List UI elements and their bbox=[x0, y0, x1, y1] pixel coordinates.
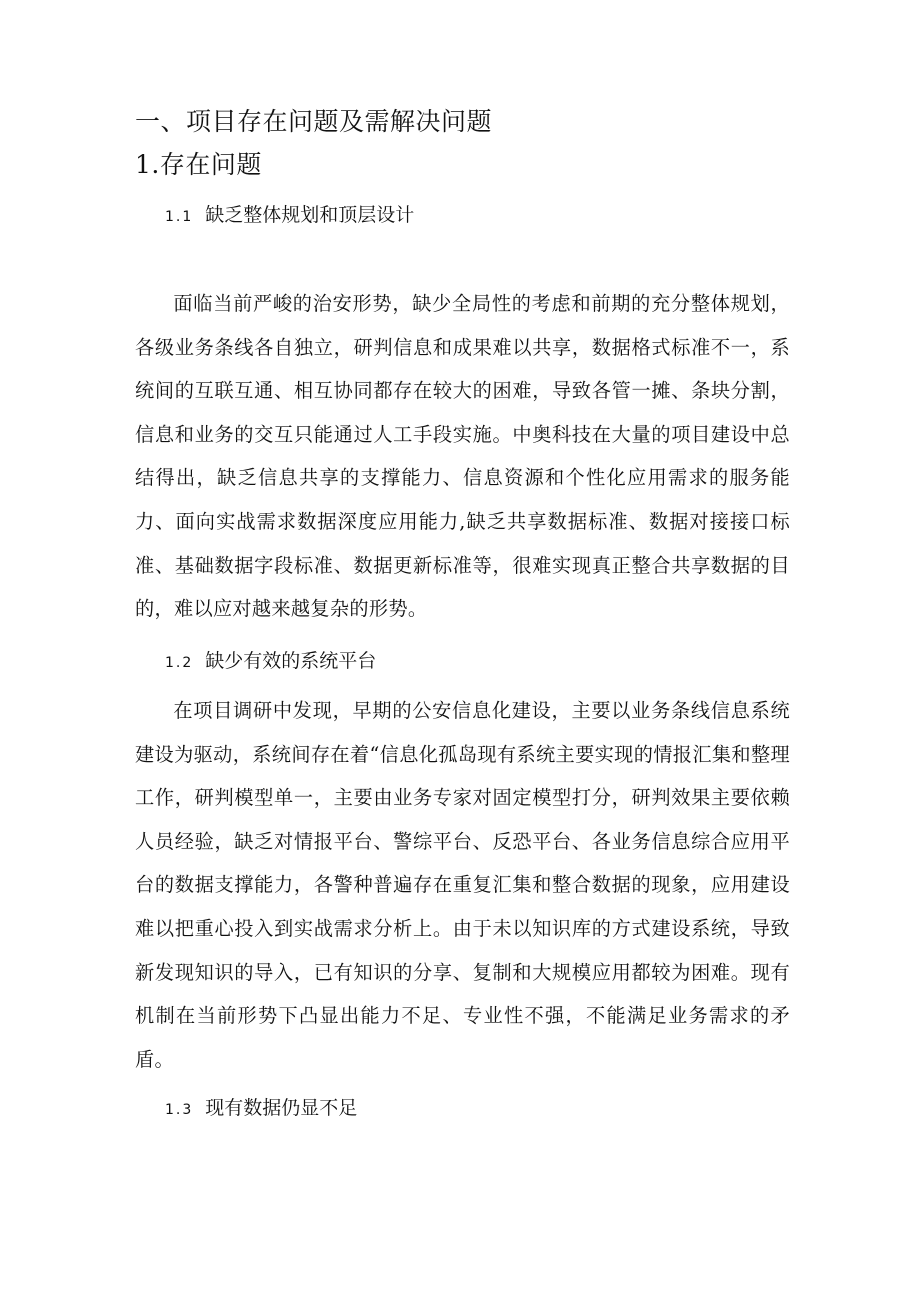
item-number: 1.3 bbox=[165, 1102, 194, 1118]
item-number: 1.1 bbox=[165, 209, 194, 225]
item-heading-1-2 bbox=[165, 646, 376, 678]
item-heading-text: 缺乏整体规划和顶层设计 bbox=[205, 204, 415, 226]
item-number: 1.2 bbox=[165, 655, 194, 671]
item-heading-1-1 bbox=[165, 200, 414, 232]
item-paragraph-1-1: 面临当前严峻的治安形势，缺少全局性的考虑和前期的充分整体规划，各级业务条线各自独立，研判信息和成果难以共享，数据格式标准不一，系统间的互联互通、相互协同都存在较大的困难，导致各管一摊、条块分割，信息和业务的交互只能通过人工手段实施。中奥科技在大量的项目建设中总结得出，缺乏信息共享的支撑能力、信息资源和个性化应用需求的服务能力、面向实战需求数据深度应用能力,缺乏共享数据标准、数据对接接口标准、基础数据字段标准、数据更新标准等，很难实现真正整合共享数据的目的，难以应对越来越复杂的形势。 bbox=[135, 292, 790, 621]
item-paragraph-1-2: 在项目调研中发现，早期的公安信息化建设，主要以业务条线信息系统建设为驱动，系统间存在着“信息化孤岛现有系统主要实现的情报汇集和整理工作，研判模型单一，主要由业务专家对固定模型打分，研判效果主要依赖人员经验，缺乏对情报平台、警综平台、反恐平台、各业务信息综合应用平台的数据支撑能力，各警种普遍存在重复汇集和整合数据的现象，应用建设难以把重心投入到实战需求分析上。由于未以知识库的方式建设系统，导致新发现知识的导入，已有知识的分享、复制和大规模应用都较为困难。现有机制在当前形势下凸显出能力不足、专业性不强，不能满足业务需求的矛盾。 bbox=[135, 699, 790, 1071]
item-heading-text: 缺少有效的系统平台 bbox=[205, 650, 377, 672]
subsection-title: 1.存在问题 bbox=[135, 150, 262, 179]
section-title: 一、项目存在问题及需解决问题 bbox=[135, 107, 493, 136]
item-heading-text: 现有数据仍显不足 bbox=[205, 1097, 358, 1119]
item-heading-1-3 bbox=[165, 1093, 357, 1125]
